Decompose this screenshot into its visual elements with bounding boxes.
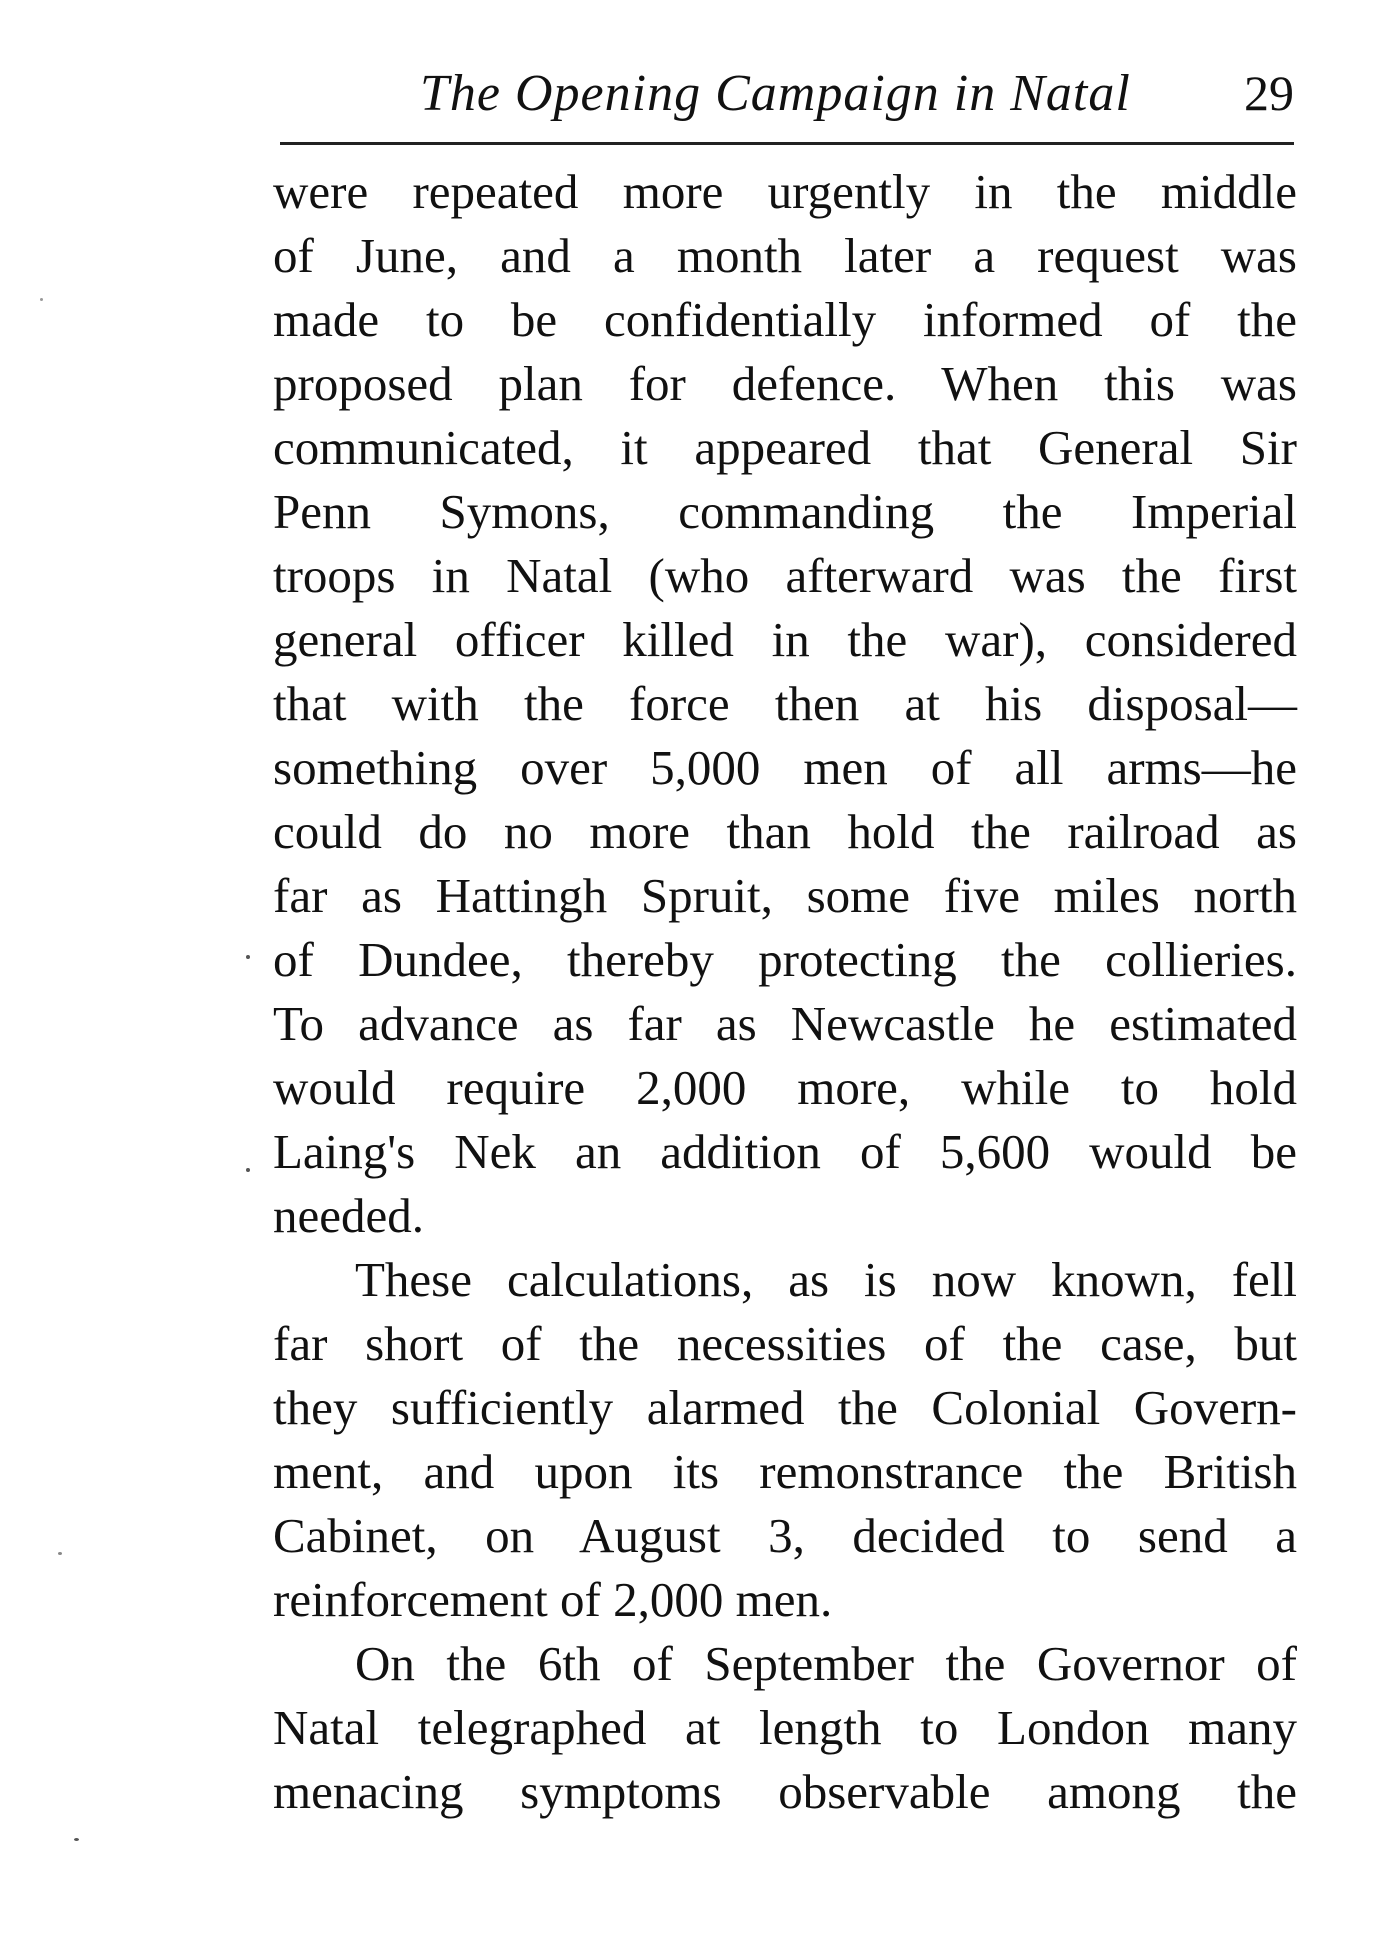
text-line: of Dundee, thereby protecting the collieries. <box>273 932 1297 987</box>
text-line: something over 5,000 men of all arms—he <box>273 740 1297 795</box>
text-line: Natal telegraphed at length to London many <box>273 1700 1297 1755</box>
text-line: proposed plan for defence. When this was <box>273 356 1297 411</box>
text-line: could do no more than hold the railroad as <box>273 804 1297 859</box>
text-line: far short of the necessities of the case, but <box>273 1316 1297 1371</box>
header-rule <box>280 142 1294 145</box>
text-line: of June, and a month later a request was <box>273 228 1297 283</box>
text-line: Cabinet, on August 3, decided to send a <box>273 1508 1297 1563</box>
text-line: made to be confidentially informed of the <box>273 292 1297 347</box>
text-line: Penn Symons, commanding the Imperial <box>273 484 1297 539</box>
text-line: far as Hattingh Spruit, some five miles north <box>273 868 1297 923</box>
body-text <box>273 160 1297 1824</box>
text-line: On the 6th of September the Governor of <box>355 1636 1297 1691</box>
text-line: would require 2,000 more, while to hold <box>273 1060 1297 1115</box>
text-line: These calculations, as is now known, fell <box>355 1252 1297 1307</box>
text-line: that with the force then at his disposal— <box>273 676 1297 731</box>
text-line: general officer killed in the war), considered <box>273 612 1297 667</box>
running-title: The Opening Campaign in Natal <box>420 65 1131 122</box>
scan-speck <box>246 1168 250 1172</box>
text-line: communicated, it appeared that General Sir <box>273 420 1297 475</box>
text-line: they sufficiently alarmed the Colonial Govern- <box>273 1380 1297 1435</box>
text-line: were repeated more urgently in the middle <box>273 164 1297 219</box>
running-head <box>280 62 1294 132</box>
text-line: Laing's Nek an addition of 5,600 would be <box>273 1124 1297 1179</box>
page-number: 29 <box>1244 65 1294 121</box>
scan-speck <box>74 1838 79 1841</box>
text-line: reinforcement of 2,000 men. <box>273 1572 833 1627</box>
scan-speck <box>40 298 43 301</box>
text-line: needed. <box>273 1188 424 1243</box>
text-line: menacing symptoms observable among the <box>273 1764 1297 1819</box>
scan-speck <box>58 1552 62 1555</box>
text-line: To advance as far as Newcastle he estimated <box>273 996 1297 1051</box>
text-line: ment, and upon its remonstrance the British <box>273 1444 1297 1499</box>
scan-speck <box>246 955 250 959</box>
text-line: troops in Natal (who afterward was the first <box>273 548 1297 603</box>
